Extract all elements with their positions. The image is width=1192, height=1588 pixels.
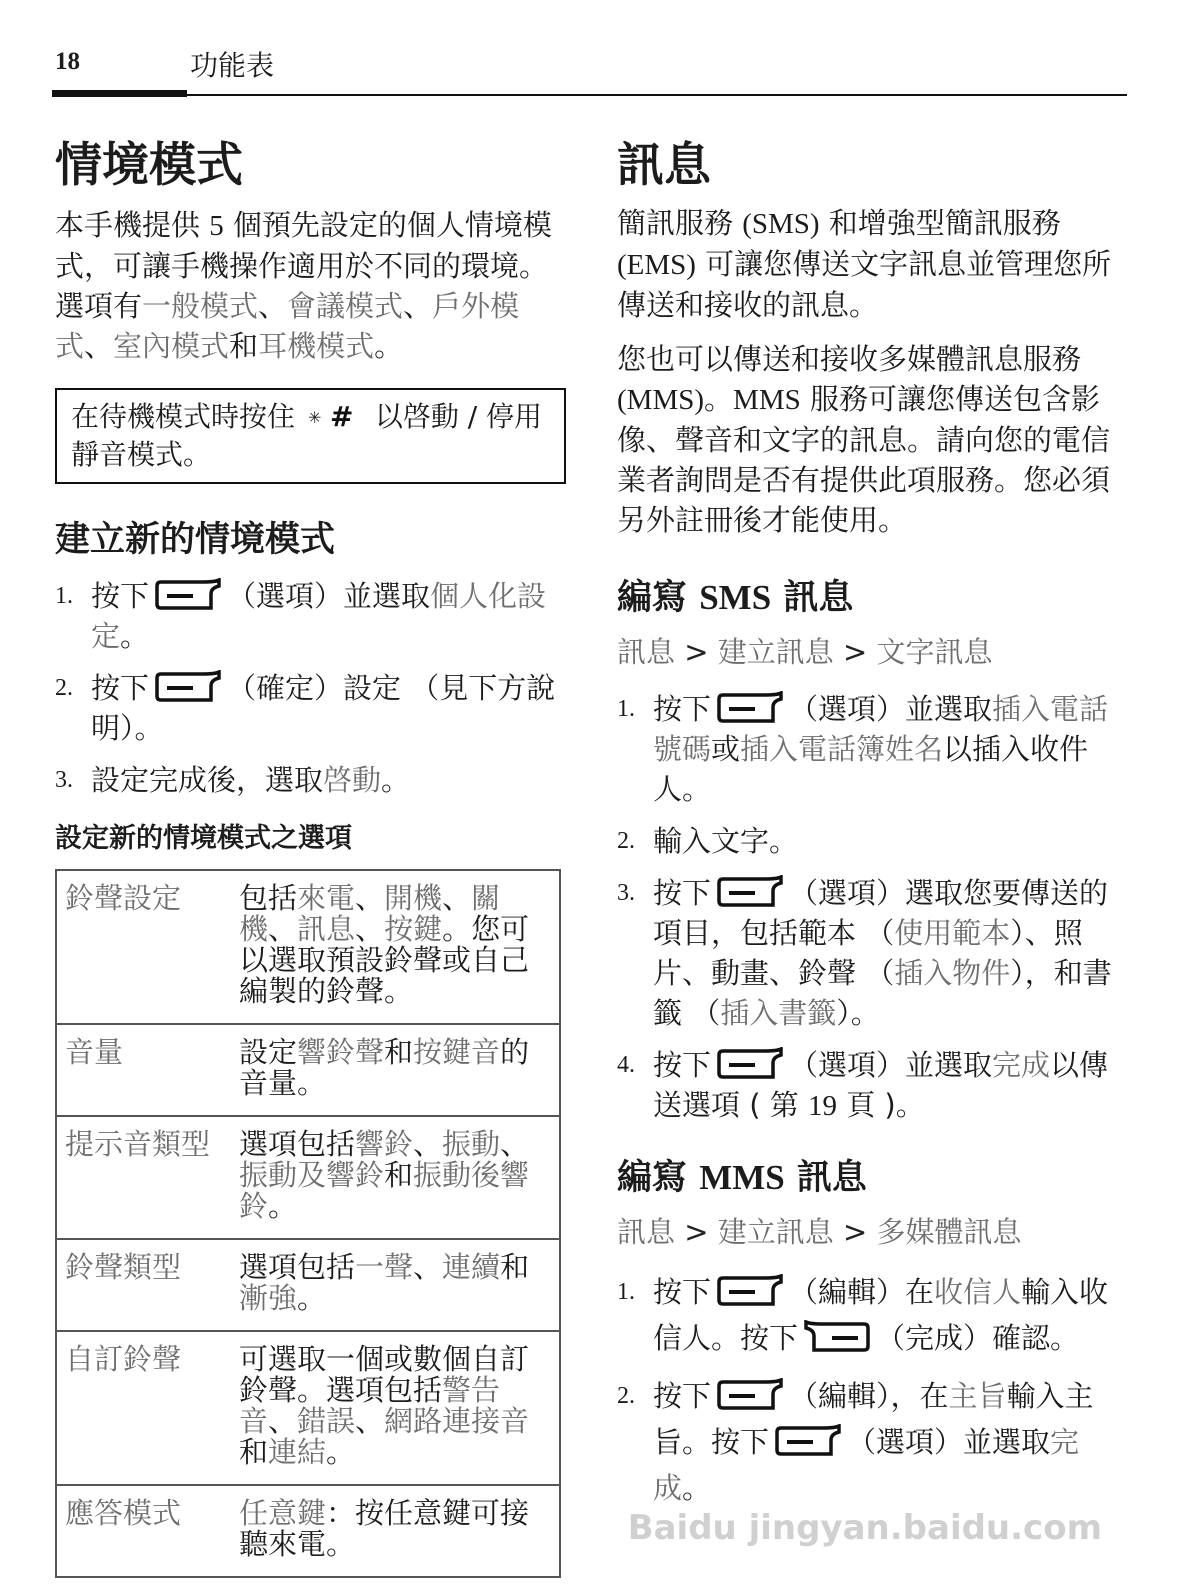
option-value-text: 可選取一個或數個自訂鈴聲。選項包括	[239, 1342, 530, 1407]
para-text: 。	[704, 382, 734, 416]
left-softkey-icon	[773, 1424, 843, 1458]
crumb-sep: >	[833, 635, 877, 669]
section-title-profiles: 情境模式	[55, 138, 243, 193]
step-number: 1.	[617, 1279, 635, 1305]
crumb-item: 訊息	[617, 635, 676, 669]
option-value-highlight: 警告音	[239, 1373, 501, 1438]
intro-text: 個預先設定的個人情境模式，可讓手機操作適用於不同的環境。選項有	[55, 208, 552, 323]
crumb-sep: >	[675, 635, 718, 669]
step-number: 3.	[617, 880, 635, 906]
option-value-text: 和	[384, 1035, 414, 1069]
option-value-highlight: 一聲	[355, 1250, 414, 1284]
step-item	[617, 821, 1127, 861]
option-value-text: 。	[326, 1435, 356, 1469]
step-text: 設定完成後，選取	[91, 763, 324, 797]
option-value-text: 選項包括	[239, 1127, 356, 1161]
note-text: 以啓動 / 停用靜音模式。	[71, 400, 543, 471]
menu-insert-object: 插入物件	[894, 956, 1011, 990]
step-text: 。	[120, 619, 150, 653]
option-value-text: 、	[268, 912, 298, 946]
right-softkey-icon	[802, 1320, 872, 1354]
step-number: 3.	[55, 767, 73, 793]
option-value-text: 和	[384, 1158, 414, 1192]
heading-text: 訊息	[784, 1158, 867, 1198]
option-value-text: 包括	[239, 881, 298, 915]
step-number: 1.	[617, 696, 635, 722]
heading-text: 訊息	[771, 578, 854, 618]
menu-activate: 啓動	[323, 763, 382, 797]
step-number: 2.	[617, 828, 635, 854]
mode-meeting: 會議模式	[287, 289, 404, 323]
step-text: 按下	[653, 692, 712, 726]
mms-menu-path	[617, 1210, 1127, 1251]
step-text: （選項）並選取	[227, 579, 431, 613]
menu-insert-phonebook: 插入電話簿姓名	[740, 732, 944, 766]
step-text: 按下	[91, 579, 150, 613]
step-text: 按下	[91, 671, 150, 705]
option-row	[56, 1485, 560, 1577]
option-value-text: 、	[355, 881, 385, 915]
step-text: 輸入主旨。按下	[653, 1379, 1094, 1459]
menu-done: 完成	[992, 1048, 1051, 1082]
left-softkey-icon	[153, 670, 223, 704]
menu-use-template: 使用範本	[894, 916, 1011, 950]
option-value-highlight: 響鈴聲	[297, 1035, 385, 1069]
option-value-text: ：按任意鍵可接聽來電。	[239, 1496, 530, 1561]
crumb-item: 訊息	[617, 1215, 676, 1249]
step-item	[617, 1045, 1127, 1126]
step-text: 輸入文字。	[653, 824, 799, 858]
option-description	[231, 870, 560, 1024]
menu-personalize: 個人化設定	[91, 579, 547, 653]
option-value-text: 和	[500, 1250, 530, 1284]
option-value-highlight: 連續	[442, 1250, 501, 1284]
option-name: 自訂鈴聲	[56, 1331, 231, 1485]
abbr: (EMS)	[617, 249, 696, 281]
header-rule	[52, 94, 1127, 96]
option-value-highlight: 訊息	[297, 912, 356, 946]
para-text: 服務可讓您傳送包含影像、聲音和文字的訊息。請向您的電信業者詢問是否有提供此項服務。您必須另外註冊後才能使用。	[617, 382, 1111, 537]
silent-mode-note	[55, 388, 566, 484]
option-value-highlight: 振動後響鈴	[239, 1158, 530, 1223]
hash-key-icon	[304, 401, 366, 431]
menu-done: 完成	[653, 1425, 1080, 1505]
step-text: （選項）並選取	[789, 692, 993, 726]
mode-headset: 耳機模式	[258, 329, 375, 363]
option-value-text: 、	[413, 1250, 443, 1284]
option-value-text: 、	[268, 1404, 298, 1438]
step-item	[55, 668, 570, 748]
abbr: MMS	[733, 384, 801, 416]
step-text: 以傳送選項 ( 第	[653, 1048, 1109, 1122]
option-value-text: 。您可以選取預設鈴聲或自己編製的鈴聲。	[239, 912, 530, 1008]
step-text: 輸入收信人。按下	[653, 1275, 1109, 1355]
mode-outdoor: 戶外模式	[55, 289, 520, 363]
left-softkey-icon	[715, 1047, 785, 1081]
option-value-highlight: 漸強	[239, 1281, 298, 1315]
section-title-messages: 訊息	[617, 138, 711, 193]
option-value-highlight: 連結	[268, 1435, 327, 1469]
profile-options-table	[55, 869, 561, 1578]
step-text: 按下	[653, 1048, 712, 1082]
option-row	[56, 870, 560, 1024]
messages-intro-2	[617, 339, 1127, 540]
sep: 、	[258, 289, 288, 323]
option-value-highlight: 按鍵音	[413, 1035, 501, 1069]
menu-insert-bookmark: 插入書籤	[720, 996, 837, 1030]
option-value-highlight: 來電	[297, 881, 356, 915]
messages-intro-1	[617, 203, 1127, 325]
abbr: MMS	[699, 1158, 785, 1197]
option-value-highlight: 振動及響鈴	[239, 1158, 385, 1192]
step-text: 以插入收件人。	[653, 732, 1089, 806]
field-subject: 主旨	[948, 1379, 1007, 1413]
option-value-text: 、	[442, 881, 472, 915]
step-text: 按下	[653, 876, 712, 910]
option-row	[56, 1239, 560, 1331]
create-profile-steps	[55, 576, 570, 800]
compose-mms-heading	[617, 1150, 1127, 1200]
para-text: 可讓您傳送文字訊息並管理您所傳送和接收的訊息。	[617, 247, 1112, 322]
mode-indoor: 室內模式	[113, 329, 230, 363]
option-value-highlight: 任意鍵	[239, 1496, 327, 1530]
sms-menu-path	[617, 630, 1127, 671]
heading-text: 編寫	[617, 1158, 700, 1198]
step-text: （完成）確認。	[876, 1321, 1080, 1355]
svg-text:✳: ✳	[307, 408, 322, 427]
step-number: 4.	[617, 1052, 635, 1078]
option-value-text: 、	[355, 1404, 385, 1438]
sms-steps	[617, 689, 1127, 1126]
svg-text:#: #	[329, 401, 354, 431]
option-value-highlight: 關機	[239, 881, 501, 946]
step-number: 1.	[55, 583, 73, 609]
crumb-item: 建立訊息	[717, 1215, 834, 1249]
para-text: 您也可以傳送和接收多媒體訊息服務	[617, 342, 1082, 376]
abbr: (MMS)	[617, 384, 705, 416]
abbr: SMS	[699, 578, 772, 617]
step-text: 。	[381, 763, 411, 797]
step-text: ），和書籤 （	[653, 956, 1112, 1030]
option-value-highlight: 響鈴	[355, 1127, 414, 1161]
option-name: 提示音類型	[56, 1116, 231, 1239]
right-column	[617, 128, 1127, 1523]
watermark-logo: Baidu jingyan.baidu.com	[627, 1508, 1102, 1548]
para-text: 和增強型簡訊服務	[819, 206, 1061, 240]
crumb-sep: >	[833, 1215, 877, 1249]
note-text: 在待機模式時按住	[71, 400, 304, 433]
option-row	[56, 1116, 560, 1239]
step-text: 按下	[653, 1379, 712, 1413]
sep: 和	[229, 329, 259, 363]
step-item	[55, 760, 570, 800]
page-number: 18	[55, 48, 80, 75]
option-name: 音量	[56, 1024, 231, 1116]
step-item	[617, 873, 1127, 1033]
option-value-highlight: 錯誤	[297, 1404, 356, 1438]
field-recipient: 收信人	[934, 1275, 1022, 1309]
step-text: （選項）選取您要傳送的項目，包括範本 （	[653, 876, 1109, 950]
abbr: (SMS)	[742, 208, 820, 240]
crumb-item: 建立訊息	[717, 635, 834, 669]
profiles-intro	[55, 205, 570, 366]
option-row	[56, 1024, 560, 1116]
intro-text: 本手機提供	[55, 208, 210, 242]
step-item	[617, 689, 1127, 809]
intro-number: 5	[209, 210, 224, 242]
option-value-highlight: 按鍵	[384, 912, 443, 946]
step-text: ）、照片、動畫、鈴聲 （	[653, 916, 1083, 990]
options-heading: 設定新的情境模式之選項	[55, 823, 352, 854]
sep: 、	[84, 329, 114, 363]
left-softkey-icon	[715, 875, 785, 909]
option-name: 鈴聲設定	[56, 870, 231, 1024]
option-name: 應答模式	[56, 1485, 231, 1577]
option-value-text: 、	[500, 1127, 530, 1161]
option-value-text: 和	[239, 1435, 269, 1469]
compose-sms-heading	[617, 570, 1127, 620]
step-text: 。	[682, 1471, 712, 1505]
page-ref: 19	[807, 1090, 837, 1122]
sep: 。	[374, 329, 404, 363]
option-value-text: 。	[268, 1189, 298, 1223]
option-value-highlight: 網路連接音	[384, 1404, 530, 1438]
option-value-text: 、	[355, 912, 385, 946]
step-item	[617, 1373, 1127, 1511]
step-text: （選項）並選取	[789, 1048, 993, 1082]
step-text: 按下	[653, 1275, 712, 1309]
left-softkey-icon	[715, 691, 785, 725]
left-softkey-icon	[153, 578, 223, 612]
running-header: 功能表	[190, 49, 275, 82]
para-text: 簡訊服務	[617, 206, 743, 240]
step-text: （選項）並選取	[847, 1425, 1051, 1459]
step-number: 2.	[55, 675, 73, 701]
step-item	[617, 1269, 1127, 1361]
option-value-highlight: 振動	[442, 1127, 501, 1161]
menu-insert-number: 插入電話號碼	[653, 692, 1109, 766]
crumb-item: 多媒體訊息	[876, 1215, 1022, 1249]
option-value-highlight: 開機	[384, 881, 443, 915]
left-softkey-icon	[715, 1378, 785, 1412]
step-text: ）。	[836, 996, 880, 1030]
option-value-text: 的音量。	[239, 1035, 530, 1100]
step-text: 頁 )。	[836, 1088, 925, 1122]
option-description	[231, 1116, 560, 1239]
sep: 、	[403, 289, 433, 323]
heading-text: 編寫	[617, 578, 700, 618]
step-text: （編輯），在	[789, 1379, 949, 1413]
left-column	[55, 128, 570, 1578]
step-text: （確定）設定 （見下方說明）。	[91, 671, 556, 745]
crumb-item: 文字訊息	[876, 635, 993, 669]
option-description	[231, 1239, 560, 1331]
step-number: 2.	[617, 1383, 635, 1409]
create-profile-heading: 建立新的情境模式	[55, 520, 336, 560]
option-description	[231, 1024, 560, 1116]
step-item	[55, 576, 570, 656]
option-name: 鈴聲類型	[56, 1239, 231, 1331]
step-text: （編輯）在	[789, 1275, 935, 1309]
option-value-text: 設定	[239, 1035, 298, 1069]
option-description	[231, 1331, 560, 1485]
crumb-sep: >	[675, 1215, 718, 1249]
step-text: 或	[711, 732, 741, 766]
option-description	[231, 1485, 560, 1577]
mode-general: 一般模式	[142, 289, 259, 323]
option-value-text: 、	[413, 1127, 443, 1161]
left-softkey-icon	[715, 1274, 785, 1308]
option-value-text: 。	[297, 1281, 327, 1315]
option-row	[56, 1331, 560, 1485]
option-value-text: 選項包括	[239, 1250, 356, 1284]
mms-steps	[617, 1269, 1127, 1511]
